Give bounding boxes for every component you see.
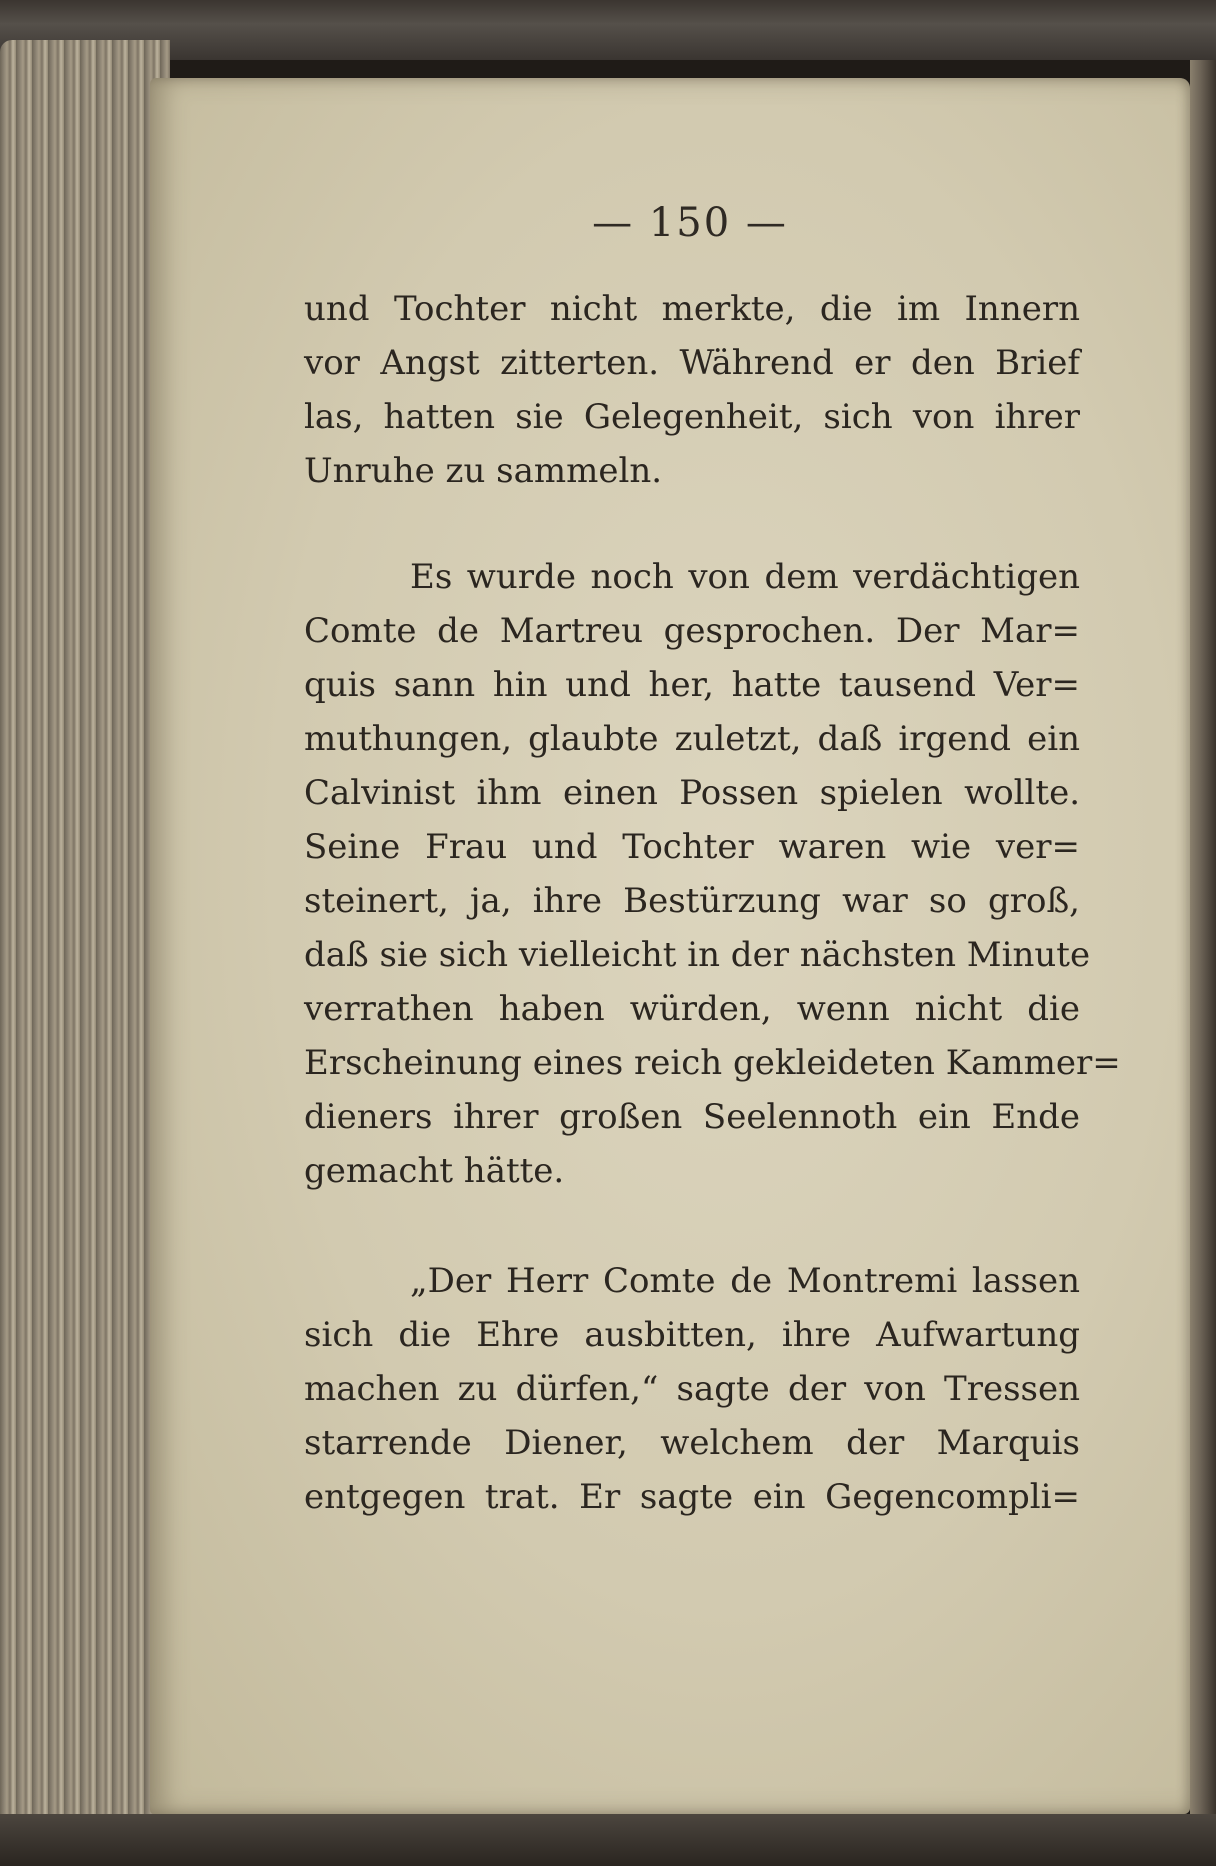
text-line: Seine Frau und Tochter waren wie ver= bbox=[304, 827, 1080, 867]
text-line: sich die Ehre ausbitten, ihre Aufwartung bbox=[304, 1315, 1080, 1355]
book-top-edge bbox=[0, 0, 1216, 60]
text-line: vor Angst zitterten. Während er den Brief bbox=[304, 343, 1080, 383]
text-line: machen zu dürfen,“ sagte der von Tressen bbox=[304, 1369, 1080, 1409]
paragraph-1 bbox=[304, 282, 1080, 498]
text-line: Unruhe zu sammeln. bbox=[304, 451, 663, 491]
text-line: „Der Herr Comte de Montremi lassen bbox=[410, 1261, 1080, 1301]
text-line: starrende Diener, welchem der Marquis bbox=[304, 1423, 1080, 1463]
paragraph-3 bbox=[304, 1254, 1080, 1524]
book-bottom-edge bbox=[0, 1814, 1216, 1866]
text-line: Erscheinung eines reich gekleideten Kammer= bbox=[304, 1043, 1121, 1083]
text-line: muthungen, glaubte zuletzt, daß irgend ein bbox=[304, 719, 1080, 759]
text-line: Es wurde noch von dem verdächtigen bbox=[410, 557, 1080, 597]
text-line: gemacht hätte. bbox=[304, 1151, 565, 1191]
text-line: verrathen haben würden, wenn nicht die bbox=[304, 989, 1080, 1029]
page-text bbox=[304, 282, 1121, 1524]
text-line: Calvinist ihm einen Possen spielen wollte. bbox=[304, 773, 1080, 813]
text-line: und Tochter nicht merkte, die im Innern bbox=[304, 289, 1080, 329]
paragraph-2 bbox=[304, 550, 1121, 1198]
text-line: entgegen trat. Er sagte ein Gegencompli= bbox=[304, 1477, 1080, 1517]
text-line: quis sann hin und her, hatte tausend Ver= bbox=[304, 665, 1080, 705]
text-line: Comte de Martreu gesprochen. Der Mar= bbox=[304, 611, 1080, 651]
page-edges-stack bbox=[0, 40, 170, 1830]
page-number: — 150 — bbox=[592, 200, 788, 246]
text-line: dieners ihrer großen Seelennoth ein Ende bbox=[304, 1097, 1080, 1137]
paragraph-gap bbox=[304, 498, 1080, 550]
text-line: las, hatten sie Gelegenheit, sich von ihrer bbox=[304, 397, 1080, 437]
book-right-edge bbox=[1190, 60, 1216, 1850]
paragraph-gap bbox=[304, 1198, 1080, 1254]
text-line: steinert, ja, ihre Bestürzung war so groß, bbox=[304, 881, 1080, 921]
text-line: daß sie sich vielleicht in der nächsten Minute bbox=[304, 935, 1091, 975]
